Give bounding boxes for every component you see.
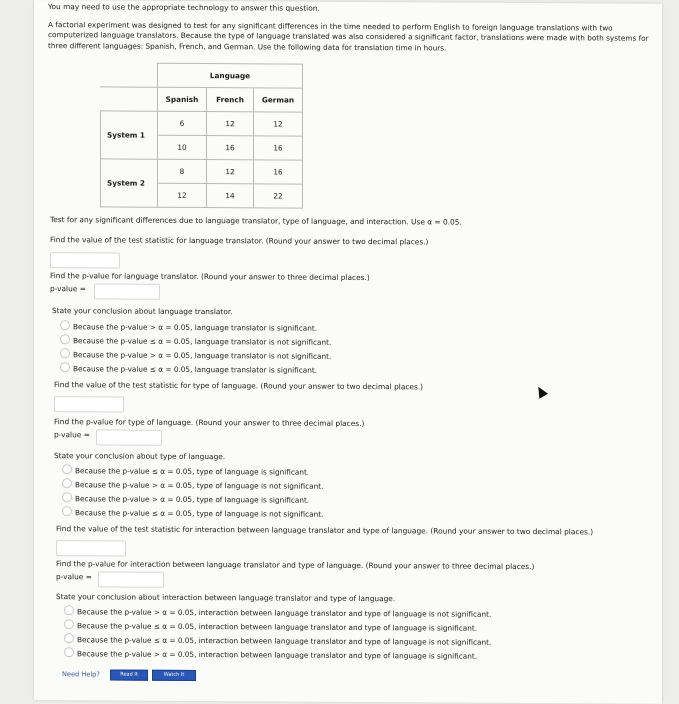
option-interaction-1[interactable]: Because the p-value > α = 0.05, interaction between language translator and type of language is not significant. — [64, 605, 491, 620]
option-translator-1[interactable]: Because the p-value > α = 0.05, language translator is significant. — [60, 320, 317, 334]
option-language-4[interactable]: Because the p-value ≤ α = 0.05, type of language is not significant. — [62, 506, 323, 520]
radio-button[interactable] — [64, 619, 74, 629]
conclusion-question-language: State your conclusion about type of language. — [54, 451, 226, 462]
problem-intro: A factorial experiment was designed to test for any significant differences in the time needed to perform English to foreign language translations with two computerized language translators. Because the type of language translated was also considered a significant factor, translations were made with both systems for three different languages: Spanish, French, and German. Use the following data for translation time in hours. — [48, 20, 649, 53]
cell: 10 — [158, 135, 207, 159]
stat-input-translator[interactable] — [50, 252, 120, 268]
cell: 16 — [254, 160, 303, 184]
radio-button[interactable] — [62, 464, 72, 474]
data-table — [100, 62, 303, 208]
pvalue-label: p-value = — [50, 284, 86, 294]
option-interaction-2[interactable]: Because the p-value ≤ α = 0.05, interaction between language translator and type of language is significant. — [64, 619, 477, 634]
option-interaction-3[interactable]: Because the p-value ≤ α = 0.05, interaction between language translator and type of language is not significant. — [64, 633, 491, 648]
row-system-1: System 1 — [101, 111, 158, 159]
pvalue-input-interaction[interactable] — [98, 571, 164, 587]
option-language-3[interactable]: Because the p-value > α = 0.05, type of language is significant. — [62, 492, 309, 506]
cell: 6 — [158, 111, 207, 135]
header-note: You may need to use the appropriate technology to answer this question. — [48, 2, 320, 13]
corner-cell — [101, 63, 158, 87]
pvalue-question-interaction: Find the p-value for interaction between language translator and type of language. (Round your answer to three decimal places.) — [56, 559, 535, 572]
stat-question-interaction: Find the value of the test statistic for interaction between language translator and type of language. (Round your answer to two decimal places.) — [56, 524, 594, 537]
test-prompt: Test for any significant differences due to language translator, type of language, and interaction. Use α = 0.05. — [50, 215, 462, 227]
cell: 12 — [207, 112, 254, 136]
pvalue-question-language: Find the p-value for type of language. (Round your answer to three decimal places.) — [54, 417, 365, 429]
watch-it-button[interactable]: Watch It — [152, 670, 196, 681]
option-translator-2[interactable]: Because the p-value ≤ α = 0.05, language translator is not significant. — [60, 334, 331, 348]
radio-button[interactable] — [60, 362, 70, 372]
cell: 14 — [207, 184, 254, 208]
option-translator-3[interactable]: Because the p-value > α = 0.05, language translator is not significant. — [60, 348, 331, 362]
cell: 12 — [207, 160, 254, 184]
language-header: Language — [158, 63, 303, 88]
option-translator-4[interactable]: Because the p-value ≤ α = 0.05, language translator is significant. — [60, 362, 317, 376]
radio-button[interactable] — [62, 478, 72, 488]
radio-button[interactable] — [60, 334, 70, 344]
cell: 12 — [254, 112, 303, 136]
cell: 8 — [158, 159, 207, 183]
stat-input-language[interactable] — [54, 396, 124, 412]
cell: 16 — [207, 136, 254, 160]
cell: 16 — [254, 136, 303, 160]
read-it-button[interactable]: Read It — [110, 669, 148, 680]
stat-question-language: Find the value of the test statistic for type of language. (Round your answer to two decimal places.) — [54, 380, 424, 392]
stat-question-translator: Find the value of the test statistic for language translator. (Round your answer to two decimal places.) — [50, 235, 429, 247]
col-french: French — [207, 88, 254, 112]
stat-input-interaction[interactable] — [56, 540, 126, 556]
radio-button[interactable] — [64, 633, 74, 643]
radio-button[interactable] — [60, 320, 70, 330]
radio-button[interactable] — [62, 506, 72, 516]
col-german: German — [254, 88, 303, 112]
radio-button[interactable] — [62, 492, 72, 502]
pvalue-label: p-value = — [54, 430, 90, 440]
pvalue-label: p-value = — [56, 572, 92, 582]
cell: 12 — [158, 183, 207, 207]
pvalue-question-translator: Find the p-value for language translator. (Round your answer to three decimal places.) — [50, 271, 370, 283]
radio-button[interactable] — [60, 348, 70, 358]
option-interaction-4[interactable]: Because the p-value > α = 0.05, interaction between language translator and type of language is significant. — [64, 647, 477, 662]
pvalue-input-translator[interactable] — [94, 283, 160, 299]
option-language-1[interactable]: Because the p-value ≤ α = 0.05, type of language is significant. — [62, 464, 309, 478]
col-spanish: Spanish — [158, 87, 207, 111]
pvalue-input-language[interactable] — [96, 429, 162, 445]
row-system-2: System 2 — [101, 159, 158, 207]
conclusion-question-interaction: State your conclusion about interaction between language translator and type of language. — [56, 592, 396, 604]
question-page — [34, 0, 662, 704]
conclusion-question-translator: State your conclusion about language translator. — [52, 306, 233, 317]
cell: 22 — [254, 184, 303, 208]
option-language-2[interactable]: Because the p-value > α = 0.05, type of language is not significant. — [62, 478, 323, 492]
need-help-label: Need Help? — [62, 670, 100, 679]
radio-button[interactable] — [64, 647, 74, 657]
radio-button[interactable] — [64, 605, 74, 615]
